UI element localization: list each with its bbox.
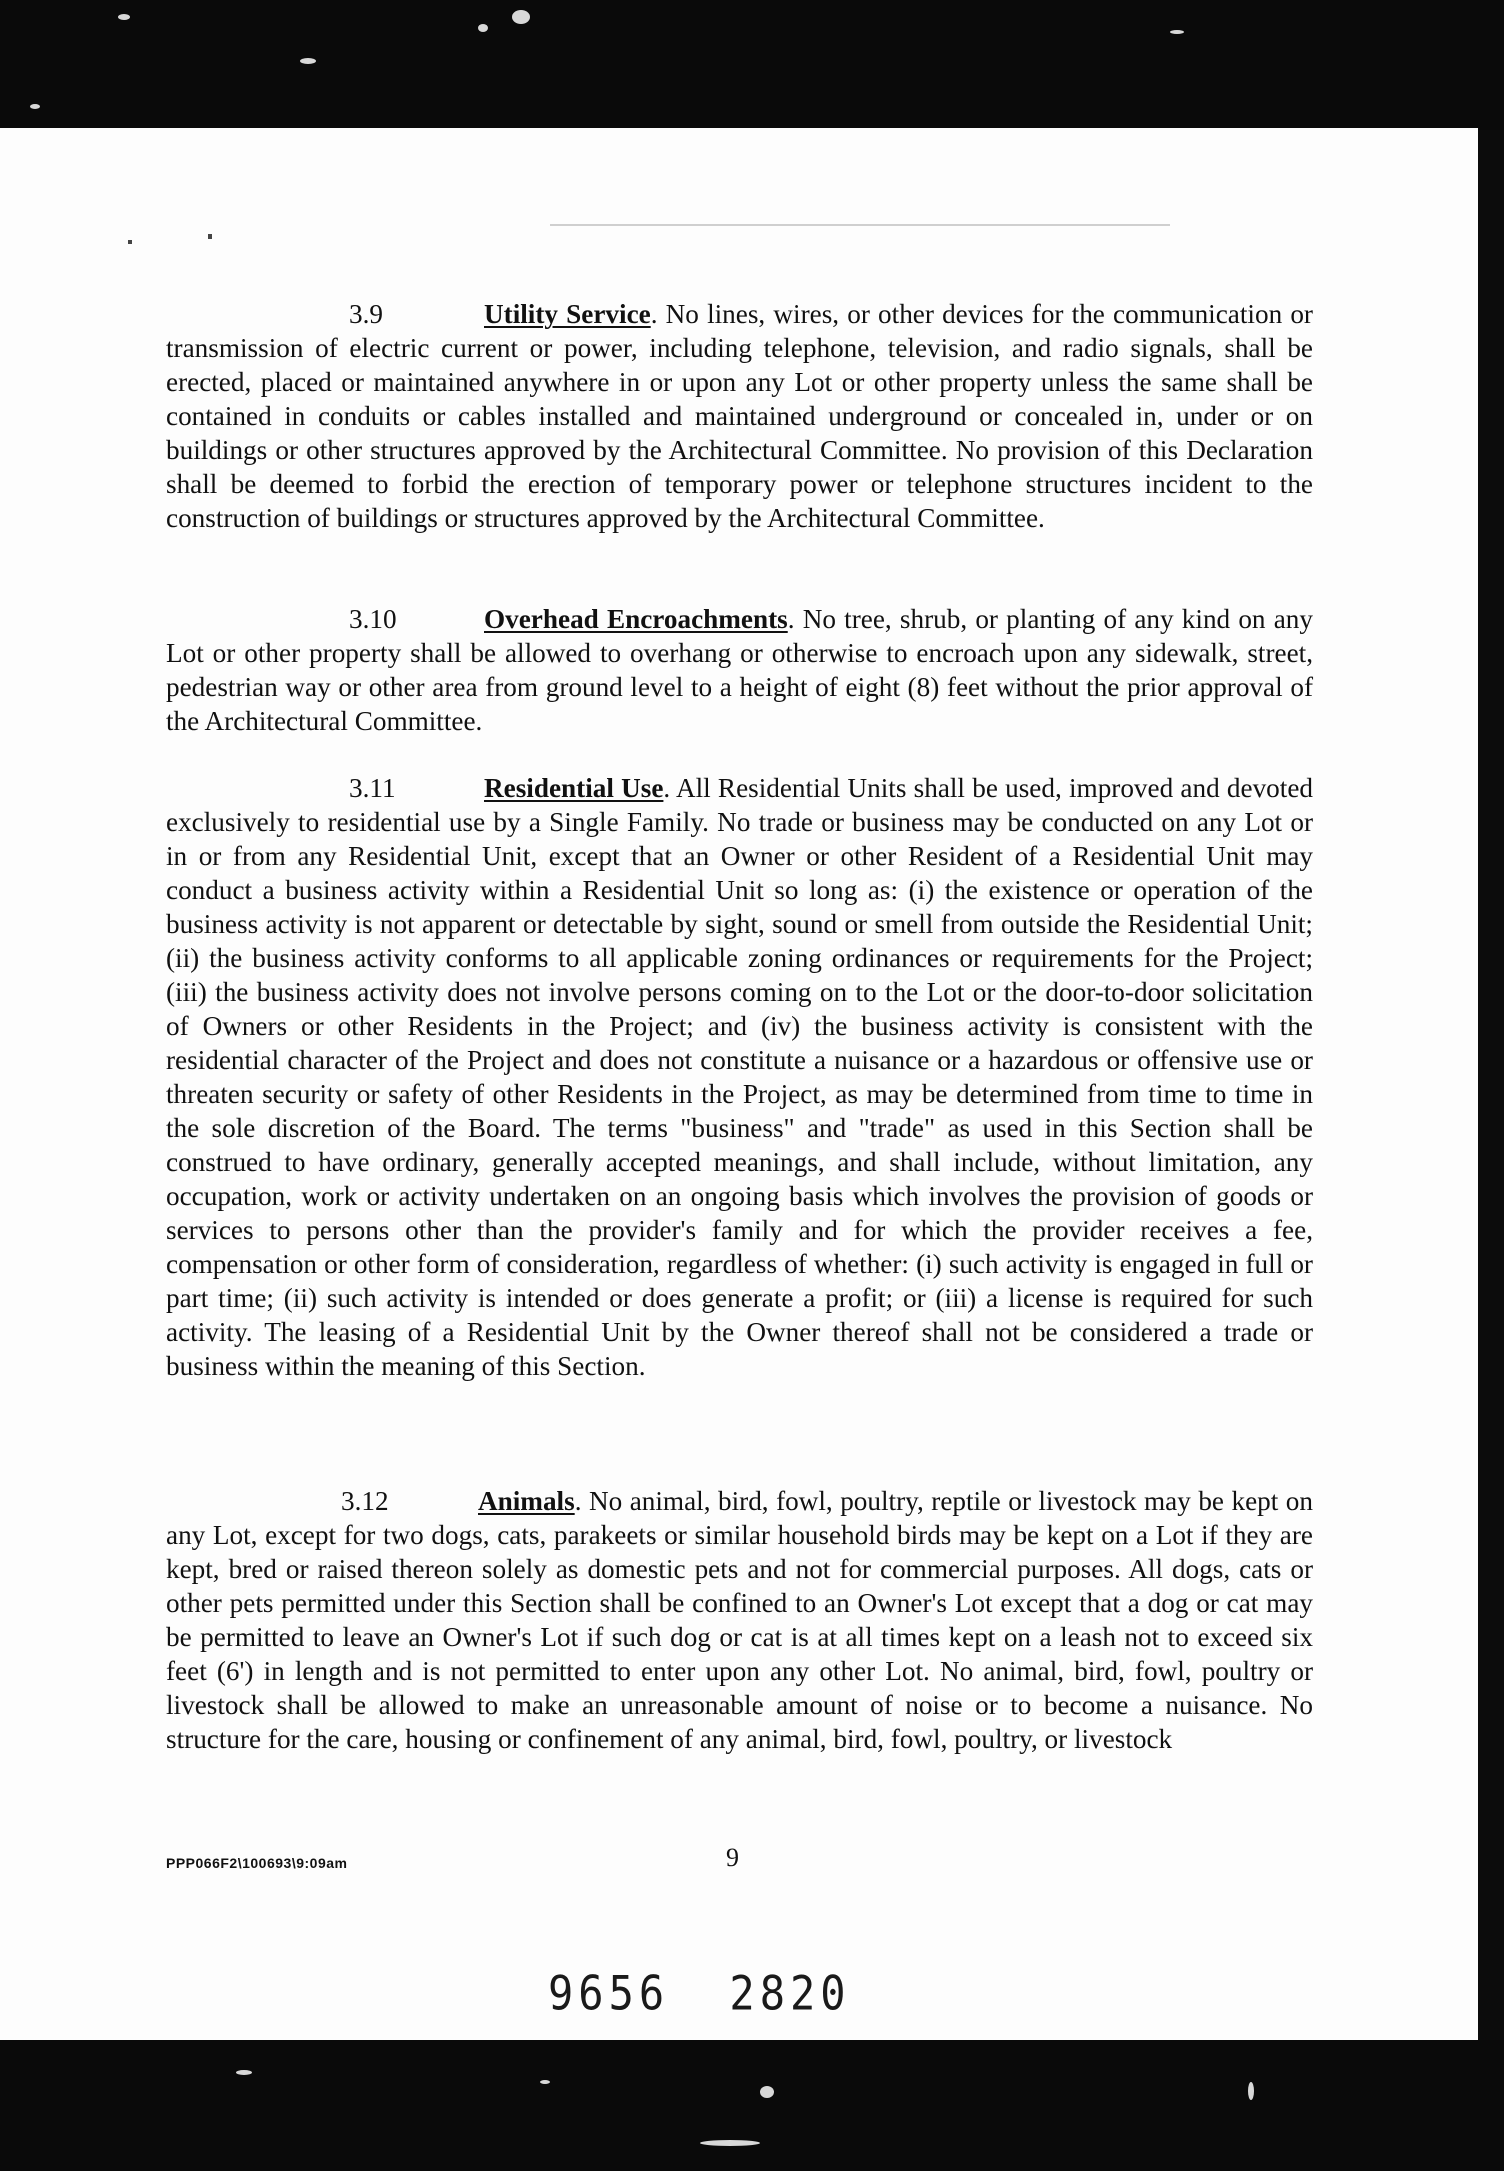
section-3-12	[166, 1484, 1313, 1756]
scan-speck	[760, 2086, 774, 2098]
scan-mark	[208, 234, 212, 239]
section-title: Animals	[478, 1486, 575, 1516]
section-3-9	[166, 297, 1313, 535]
section-body: . No tree, shrub, or planting of any kind on any Lot or other property shall be allowed to overhang or otherwise to encroach upon any sidewalk, street, pedestrian way or other area from ground level to a height of eight (8) feet without the prior approval of the Architectural Committee.	[166, 604, 1313, 736]
section-body: . All Residential Units shall be used, improved and devoted exclusively to residential use by a Single Family. No trade or business may be conducted on any Lot or in or from any Residential Unit, except that an Owner or other Resident of a Residential Unit may conduct a business activity within a Residential Unit so long as: (i) the existence or operation of the business activity is not apparent or detectable by sight, sound or smell from outside the Residential Unit; (ii) the business activity conforms to all applicable zoning ordinances or requirements for the Project; (iii) the business activity does not involve persons coming on to the Lot or the door-to-door solicitation of Owners or other Residents in the Project; and (iv) the business activity is consistent with the residential character of the Project and does not constitute a nuisance or a hazardous or offensive use or threaten security or safety of other Residents in the Project, as may be determined from time to time in the sole discretion of the Board. The terms "business" and "trade" as used in this Section shall be construed to have ordinary, generally accepted meanings, and shall include, without limitation, any occupation, work or activity undertaken on an ongoing basis which involves the provision of goods or services to persons other than the provider's family and for which the provider receives a fee, compensation or other form of consideration, regardless of whether: (i) such activity is engaged in full or part time; (ii) such activity is intended or does generate a profit; or (iii) a license is required for such activity. The leasing of a Residential Unit by the Owner thereof shall not be considered a trade or business within the meaning of this Section.	[166, 773, 1313, 1381]
section-number: 3.10	[349, 604, 397, 634]
scan-border-top	[0, 0, 1504, 130]
scan-border-bottom	[0, 2040, 1504, 2171]
section-title: Utility Service	[484, 299, 651, 329]
section-number: 3.11	[349, 773, 396, 803]
page-number: 9	[726, 1843, 739, 1872]
scan-speck	[540, 2080, 550, 2084]
scan-speck	[236, 2070, 252, 2075]
section-title: Overhead Encroachments	[484, 604, 788, 634]
scan-speck	[30, 104, 40, 109]
scan-speck	[118, 14, 130, 20]
scan-speck	[700, 2140, 760, 2146]
section-body: . No animal, bird, fowl, poultry, reptile or livestock may be kept on any Lot, except for two dogs, cats, parakeets or similar household birds may be kept on a Lot if they are kept, bred or raised thereon solely as domestic pets and not for commercial purposes. All dogs, cats or other pets permitted under this Section shall be confined to an Owner's Lot except that a dog or cat may be permitted to leave an Owner's Lot if such dog or cat is at all times kept on a leash not to exceed six feet (6') in length and is not permitted to enter upon any other Lot. No animal, bird, fowl, poultry or livestock shall be allowed to make an unreasonable amount of noise or to become a nuisance. No structure for the care, housing or confinement of any animal, bird, fowl, poultry, or livestock	[166, 1486, 1313, 1754]
record-stamp: 9656 2820	[548, 1966, 851, 2021]
scan-speck	[1248, 2082, 1254, 2100]
scan-line	[550, 224, 1170, 226]
document-code: PPP066F2\100693\9:09am	[166, 1855, 348, 1871]
scan-speck	[478, 24, 488, 32]
section-title: Residential Use	[484, 773, 664, 803]
section-number: 3.9	[349, 299, 383, 329]
scan-speck	[300, 58, 316, 64]
scan-mark	[128, 240, 132, 244]
section-body: . No lines, wires, or other devices for the communication or transmission of electric current or power, including telephone, television, and radio signals, shall be erected, placed or maintained anywhere in or upon any Lot or other property unless the same shall be contained in conduits or cables installed and maintained underground or concealed in, under or on buildings or other structures approved by the Architectural Committee. No provision of this Declaration shall be deemed to forbid the erection of temporary power or telephone structures incident to the construction of buildings or structures approved by the Architectural Committee.	[166, 299, 1313, 533]
section-3-10	[166, 602, 1313, 738]
section-number: 3.12	[341, 1486, 389, 1516]
scan-speck	[1170, 30, 1184, 34]
section-3-11	[166, 771, 1313, 1383]
scan-speck	[512, 10, 530, 24]
